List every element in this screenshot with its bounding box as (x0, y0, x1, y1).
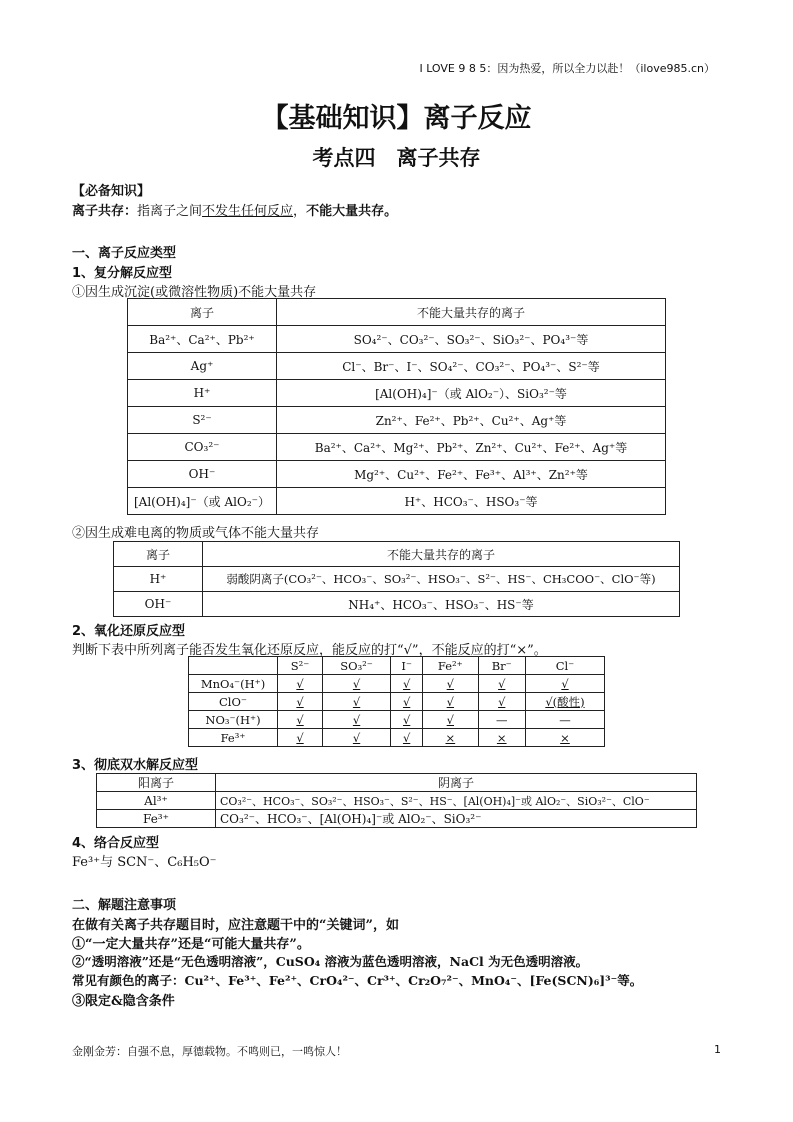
table-header-cell: 不能大量共存的离子 (277, 299, 666, 326)
table-cell: × (525, 729, 604, 747)
table-header-cell: Cl⁻ (525, 657, 604, 675)
table-double-hydrolysis (96, 773, 697, 828)
definition (72, 200, 397, 219)
table-header-row (128, 299, 666, 326)
table-cell: Ba²⁺、Ca²⁺、Mg²⁺、Pb²⁺、Zn²⁺、Cu²⁺、Fe²⁺、Ag⁺等 (277, 434, 666, 461)
table-header-cell: SO₃²⁻ (323, 657, 391, 675)
definition-emph: 不能大量共存。 (306, 204, 398, 219)
table-cell: Mg²⁺、Cu²⁺、Fe²⁺、Fe³⁺、Al³⁺、Zn²⁺等 (277, 461, 666, 488)
note-line: ①“一定大量共存”还是“可能大量共存”。 (72, 937, 310, 952)
table-cell: × (478, 729, 525, 747)
header-note: I LOVE 9 8 5：因为热爱，所以全力以赴！（ilove985.cn） (419, 62, 715, 75)
sub2-heading: 2、氧化还原反应型 (72, 624, 186, 639)
page-title: 【基础知识】离子反应 (261, 103, 532, 134)
table-cell: Cl⁻、Br⁻、I⁻、SO₄²⁻、CO₃²⁻、PO₄³⁻、S²⁻等 (277, 353, 666, 380)
table-header-cell: S²⁻ (278, 657, 323, 675)
table-row (128, 353, 666, 380)
table-cell: MnO₄⁻(H⁺) (189, 675, 278, 693)
table-cell: CO₃²⁻、HCO₃⁻、[Al(OH)₄]⁻或 AlO₂⁻、SiO₃²⁻ (216, 810, 697, 828)
table-cell: OH⁻ (128, 461, 277, 488)
table-row (128, 380, 666, 407)
table-weak-electrolyte (113, 541, 680, 617)
table-header-cell: Fe²⁺ (423, 657, 478, 675)
sub4-heading: 4、络合反应型 (72, 836, 160, 851)
sub2-intro: 判断下表中所列离子能否发生氧化还原反应，能反应的打“√”，不能反应的打“×”。 (72, 643, 547, 658)
table-cell: √ (478, 675, 525, 693)
table-cell: √ (278, 675, 323, 693)
table-row (114, 567, 680, 592)
table-cell: √ (323, 711, 391, 729)
table-cell: √ (478, 693, 525, 711)
table-cell: CO₃²⁻、HCO₃⁻、SO₃²⁻、HSO₃⁻、S²⁻、HS⁻、[Al(OH)₄]⁻或 AlO₂⁻、SiO₃²⁻、ClO⁻ (216, 792, 697, 810)
page-number: 1 (714, 1043, 721, 1056)
part1-heading: 一、离子反应类型 (72, 246, 177, 261)
page-subtitle: 考点四 离子共存 (312, 146, 481, 170)
table-cell: √ (391, 693, 423, 711)
note-line: ③限定&隐含条件 (72, 994, 175, 1009)
sub3-heading: 3、彻底双水解反应型 (72, 758, 199, 773)
footer-motto: 金刚金芳：自强不息，厚德载物。不鸣则已，一鸣惊人！ (72, 1045, 347, 1058)
table-cell: NH₄⁺、HCO₃⁻、HSO₃⁻、HS⁻等 (203, 592, 680, 617)
table-row (97, 810, 697, 828)
table-header-cell: 阳离子 (97, 774, 216, 792)
table-cell: × (423, 729, 478, 747)
table-cell: √ (323, 675, 391, 693)
table-cell: √ (278, 729, 323, 747)
case2-text: ②因生成难电离的物质或气体不能大量共存 (72, 526, 320, 541)
table-row (189, 675, 605, 693)
definition-post: ， (293, 204, 307, 219)
table-cell: Fe³⁺ (97, 810, 216, 828)
table-cell: [Al(OH)₄]⁻（或 AlO₂⁻） (128, 488, 277, 515)
table-header-row (97, 774, 697, 792)
table-row (128, 434, 666, 461)
case1-text: ①因生成沉淀(或微溶性物质)不能大量共存 (72, 285, 317, 300)
table-cell: Zn²⁺、Fe²⁺、Pb²⁺、Cu²⁺、Ag⁺等 (277, 407, 666, 434)
sub4-text: Fe³⁺与 SCN⁻、C₆H₅O⁻ (72, 855, 217, 870)
note-line: ②“透明溶液”还是“无色透明溶液”，CuSO₄ 溶液为蓝色透明溶液，NaCl 为无色透明溶液。 (72, 954, 589, 969)
table-row (189, 693, 605, 711)
table-cell: √ (323, 729, 391, 747)
table-cell: ClO⁻ (189, 693, 278, 711)
table-cell: H⁺ (128, 380, 277, 407)
note-line: 常见有颜色的离子：Cu²⁺、Fe³⁺、Fe²⁺、CrO₄²⁻、Cr³⁺、Cr₂O₇²⁻、MnO₄⁻、[Fe(SCN)₆]³⁻等。 (72, 973, 643, 988)
table-cell: √ (423, 675, 478, 693)
table-row (128, 407, 666, 434)
table-cell: √ (278, 693, 323, 711)
table-header-cell: I⁻ (391, 657, 423, 675)
table-header-cell (189, 657, 278, 675)
table-row (189, 711, 605, 729)
table-cell: S²⁻ (128, 407, 277, 434)
table-header-cell: 不能大量共存的离子 (203, 542, 680, 567)
table-redox (188, 656, 605, 747)
table-cell: [Al(OH)₄]⁻（或 AlO₂⁻）、SiO₃²⁻等 (277, 380, 666, 407)
table-cell: √(酸性) (525, 693, 604, 711)
table-header-cell: 阴离子 (216, 774, 697, 792)
table-cell: SO₄²⁻、CO₃²⁻、SO₃²⁻、SiO₃²⁻、PO₄³⁻等 (277, 326, 666, 353)
table-cell: √ (423, 711, 478, 729)
table-cell: √ (278, 711, 323, 729)
section-label: 【必备知识】 (72, 184, 151, 199)
definition-underlined: 不发生任何反应 (202, 204, 294, 219)
table-row (128, 461, 666, 488)
table-cell: 弱酸阴离子(CO₃²⁻、HCO₃⁻、SO₃²⁻、HSO₃⁻、S²⁻、HS⁻、CH₃COO⁻、ClO⁻等) (203, 567, 680, 592)
table-cell: √ (391, 711, 423, 729)
table-header-row (189, 657, 605, 675)
table-header-cell: 离子 (114, 542, 203, 567)
table-cell: — (525, 711, 604, 729)
table-cell: √ (391, 675, 423, 693)
table-cell: H⁺ (114, 567, 203, 592)
part2-heading: 二、解题注意事项 (72, 898, 177, 913)
table-cell: Ba²⁺、Ca²⁺、Pb²⁺ (128, 326, 277, 353)
table-row (128, 488, 666, 515)
table-row (114, 592, 680, 617)
table-cell: √ (423, 693, 478, 711)
table-cell: Al³⁺ (97, 792, 216, 810)
definition-term: 离子共存： (72, 204, 138, 219)
table-cell: H⁺、HCO₃⁻、HSO₃⁻等 (277, 488, 666, 515)
table-cell: OH⁻ (114, 592, 203, 617)
table-cell: √ (391, 729, 423, 747)
table-header-row (114, 542, 680, 567)
table-cell: CO₃²⁻ (128, 434, 277, 461)
table-cell: — (478, 711, 525, 729)
table-cell: Ag⁺ (128, 353, 277, 380)
sub1-heading: 1、复分解反应型 (72, 266, 173, 281)
table-row (97, 792, 697, 810)
table-row (128, 326, 666, 353)
definition-pre: 指离子之间 (137, 204, 203, 219)
note-line: 在做有关离子共存题目时，应注意题干中的“关键词”，如 (72, 918, 399, 933)
table-header-cell: 离子 (128, 299, 277, 326)
table-precipitation (127, 298, 666, 515)
table-cell: √ (525, 675, 604, 693)
table-cell: Fe³⁺ (189, 729, 278, 747)
table-cell: NO₃⁻(H⁺) (189, 711, 278, 729)
table-row (189, 729, 605, 747)
table-cell: √ (323, 693, 391, 711)
table-header-cell: Br⁻ (478, 657, 525, 675)
